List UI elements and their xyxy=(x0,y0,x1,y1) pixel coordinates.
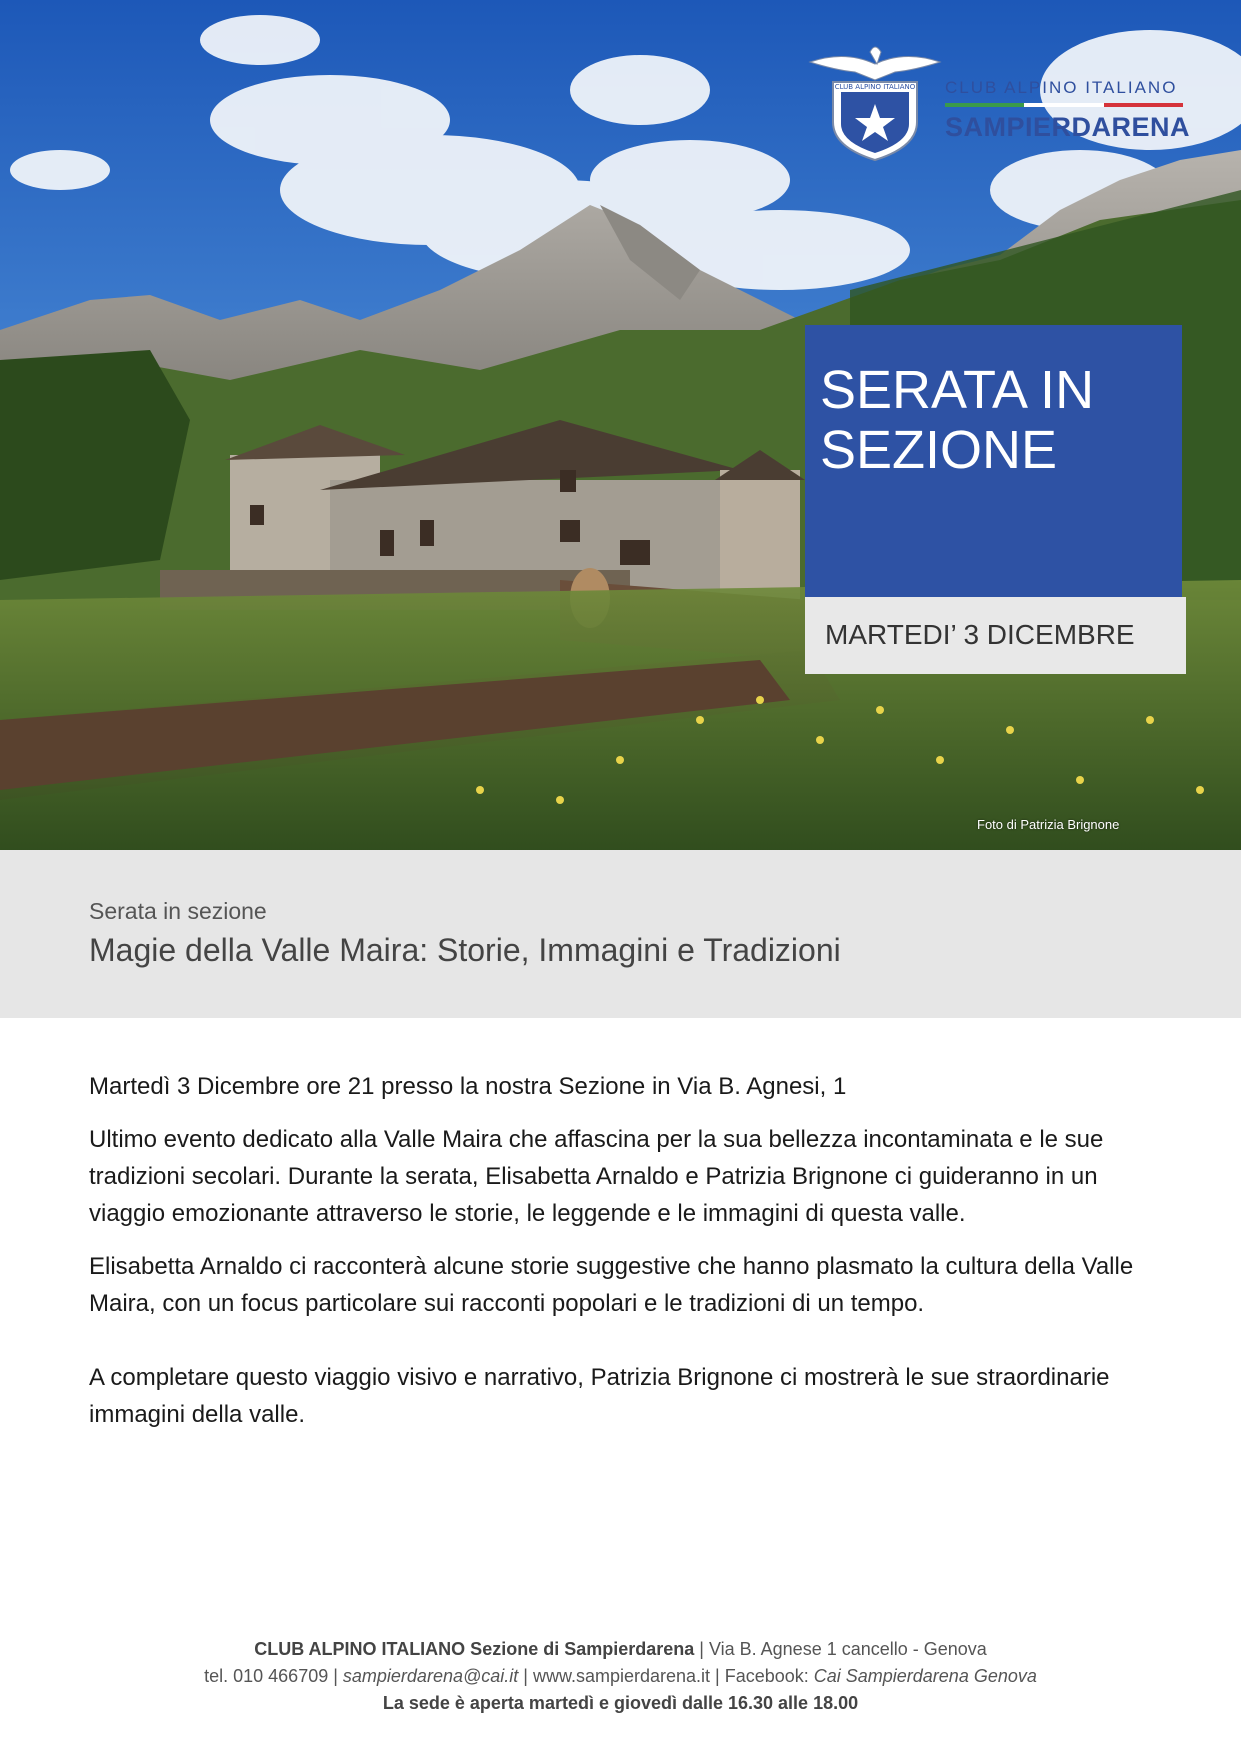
date-box xyxy=(805,597,1186,674)
cai-eagle-emblem xyxy=(805,42,945,162)
footer-facebook[interactable]: Cai Sampierdarena Genova xyxy=(813,1666,1037,1686)
footer-email[interactable]: sampierdarena@cai.it xyxy=(342,1666,519,1686)
footer xyxy=(0,1636,1241,1717)
emblem-text: CLUB ALPINO ITALIANO xyxy=(834,83,916,91)
footer-web[interactable]: | www.sampierdarena.it | Facebook: xyxy=(518,1666,814,1686)
headline: Magie della Valle Maira: Storie, Immagini e Tradizioni xyxy=(89,932,841,968)
event-date: MARTEDI’ 3 DICEMBRE xyxy=(825,619,1135,650)
footer-address: | Via B. Agnese 1 cancello - Genova xyxy=(694,1639,987,1659)
headline-band xyxy=(0,850,1241,1018)
paragraph-stories: Elisabetta Arnaldo ci racconterà alcune storie suggestive che hanno plasmato la cultura della Valle Maira, con un focus particolare sui racconti popolari e le tradizioni di un tempo. xyxy=(89,1253,1134,1317)
paragraph-images: A completare questo viaggio visivo e narrativo, Patrizia Brignone ci mostrerà le sue straordinarie immagini della valle. xyxy=(89,1364,1110,1428)
body-text xyxy=(89,1068,1164,1449)
paragraph-intro: Ultimo evento dedicato alla Valle Maira che affascina per la sua bellezza incontaminata e le sue tradizioni secolari. Durante la serata, Elisabetta Arnaldo e Patrizia Brignone ci guideranno in un viaggio emozionante attraverso le storie, le leggende e le immagini di questa valle. xyxy=(89,1126,1104,1227)
footer-org: CLUB ALPINO ITALIANO Sezione di Sampierdarena xyxy=(254,1639,695,1659)
brand-line1: CLUB ALPINO ITALIANO xyxy=(945,78,1178,97)
brand-line2: SAMPIERDARENA xyxy=(945,112,1191,142)
photo-credit: Foto di Patrizia Brignone xyxy=(977,817,1120,832)
footer-tel: tel. 010 466709 | xyxy=(204,1666,343,1686)
paragraph-when: Martedì 3 Dicembre ore 21 presso la nostra Sezione in Via B. Agnesi, 1 xyxy=(89,1073,847,1100)
kicker: Serata in sezione xyxy=(89,898,267,924)
page-title: SERATA IN SEZIONE xyxy=(820,360,1095,480)
cai-logo xyxy=(805,42,1191,162)
footer-line2 xyxy=(0,1663,1241,1690)
tricolor-bar xyxy=(945,103,1183,107)
footer-line3 xyxy=(0,1690,1241,1717)
footer-line1 xyxy=(0,1636,1241,1663)
footer-hours: La sede è aperta martedì e giovedì dalle 16.30 alle 18.00 xyxy=(382,1693,859,1713)
title-box xyxy=(805,325,1182,597)
